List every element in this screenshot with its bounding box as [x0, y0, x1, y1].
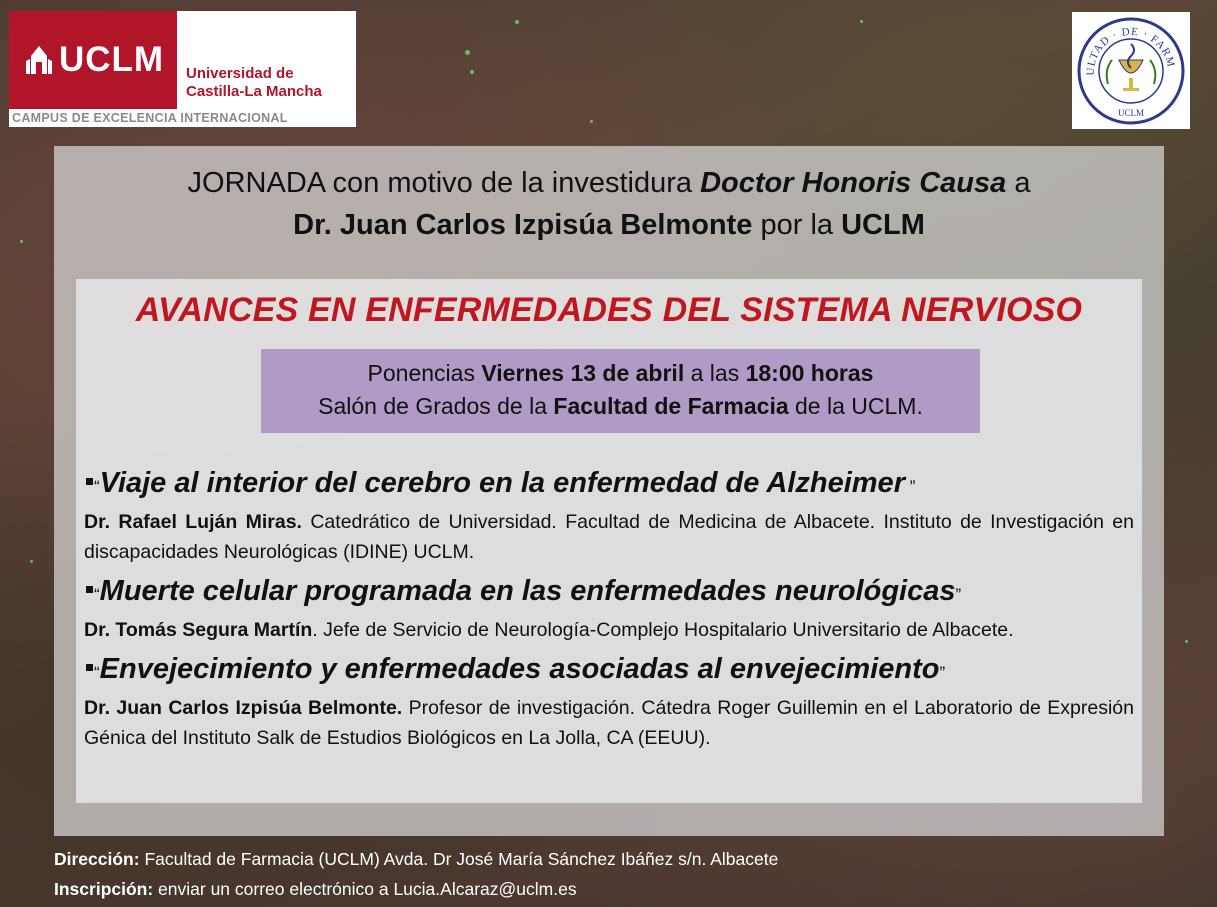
open-quote: “	[94, 663, 100, 682]
headline-text: a	[1006, 167, 1031, 199]
uclm-logo-mark	[9, 11, 177, 109]
university-name-line1: Universidad de	[186, 65, 294, 82]
background-speck	[465, 50, 470, 55]
talk-speaker-info	[84, 507, 1134, 567]
close-quote: ”	[939, 663, 946, 682]
campus-tagline: CAMPUS DE EXCELENCIA INTERNACIONAL	[12, 111, 288, 125]
schedule-venue: Facultad de Farmacia	[553, 393, 789, 419]
talk-title-text: Viaje al interior del cerebro en la enfermedad de Alzheimer	[99, 467, 905, 499]
talk-item	[84, 571, 1134, 645]
talk-title	[84, 649, 1134, 693]
footer-info	[54, 844, 778, 904]
schedule-time: 18:00 horas	[745, 360, 874, 386]
uclm-logo-text: UCLM	[58, 40, 165, 79]
event-panel	[54, 146, 1164, 836]
talk-speaker-info	[84, 615, 1134, 645]
close-quote: ”	[955, 585, 962, 604]
program-box	[76, 279, 1142, 803]
seal-text-bottom: UCLM	[1117, 108, 1145, 118]
schedule-line1	[261, 357, 980, 390]
speaker-description: . Jefe de Servicio de Neurología-Complejo Hospitalario Universitario de Albacete.	[312, 619, 1014, 641]
talk-list	[84, 463, 1134, 757]
open-quote: “	[94, 585, 100, 604]
schedule-text: de la UCLM.	[788, 393, 923, 419]
tower-icon	[22, 43, 56, 77]
speaker-name: Dr. Tomás Segura Martín	[84, 619, 313, 641]
pharmacy-seal-icon	[1072, 12, 1190, 129]
address-text: Facultad de Farmacia (UCLM) Avda. Dr José María Sánchez Ibáñez s/n. Albacete	[139, 849, 779, 869]
bullet-icon	[86, 478, 93, 485]
headline-line2	[54, 204, 1164, 246]
speaker-description: Catedrático de Universidad. Facultad de Medicina de Albacete. Instituto de Investigación en discapacidades Neurológicas (IDINE) UCLM.	[84, 511, 1135, 563]
footer-registration	[54, 874, 778, 904]
schedule-line2	[261, 390, 980, 423]
speaker-description: Profesor de investigación. Cátedra Roger Guillemin en el Laboratorio de Expresión Génica del Instituto Salk de Estudios Biológicos en La Jolla, CA (EEUU).	[84, 697, 1134, 749]
talk-item	[84, 463, 1134, 567]
headline-text: por la	[752, 209, 842, 241]
bullet-icon	[86, 586, 93, 593]
talk-title-text: Muerte celular programada en las enfermedades neurológicas	[99, 575, 956, 607]
headline-honor: Doctor Honoris Causa	[700, 167, 1007, 199]
background-speck	[30, 560, 33, 563]
talk-title	[84, 571, 1134, 615]
headline-uclm: UCLM	[841, 209, 925, 241]
event-headline	[54, 162, 1164, 246]
event-title: AVANCES EN ENFERMEDADES DEL SISTEMA NERVIOSO	[135, 291, 1083, 329]
talk-item	[84, 649, 1134, 753]
university-name	[186, 65, 322, 101]
open-quote: “	[94, 477, 100, 496]
faculty-seal	[1072, 12, 1190, 129]
footer-address	[54, 844, 778, 874]
speaker-name: Dr. Juan Carlos Izpisúa Belmonte.	[84, 697, 403, 719]
address-label: Dirección:	[54, 849, 140, 869]
honoree-name: Dr. Juan Carlos Izpisúa Belmonte	[293, 209, 753, 241]
background-speck	[515, 20, 519, 24]
background-speck	[860, 20, 863, 23]
bullet-icon	[86, 664, 93, 671]
background-speck	[20, 240, 23, 243]
background-speck	[1185, 640, 1188, 643]
talk-title-text: Envejecimiento y enfermedades asociadas al envejecimiento	[99, 653, 940, 685]
uclm-logo	[9, 11, 356, 127]
background-speck	[470, 70, 474, 74]
schedule-text: Ponencias	[367, 360, 482, 386]
talk-speaker-info	[84, 693, 1134, 753]
registration-text: enviar un correo electrónico a Lucia.Alcaraz@uclm.es	[153, 879, 577, 899]
speaker-name: Dr. Rafael Luján Miras.	[84, 511, 302, 533]
registration-label: Inscripción:	[54, 879, 154, 899]
close-quote: ”	[904, 477, 916, 496]
background-speck	[590, 120, 593, 123]
seal-text-top: ULTAD · DE · FARM	[1084, 25, 1177, 76]
schedule-text: a las	[684, 360, 746, 386]
headline-line1	[54, 162, 1164, 204]
headline-text: JORNADA con motivo de la investidura	[187, 167, 701, 199]
schedule-date: Viernes 13 de abril	[481, 360, 685, 386]
schedule-text: Salón de Grados de la	[318, 393, 554, 419]
schedule-box	[261, 349, 980, 433]
talk-title	[84, 463, 1134, 507]
university-name-line2: Castilla-La Mancha	[186, 83, 322, 100]
